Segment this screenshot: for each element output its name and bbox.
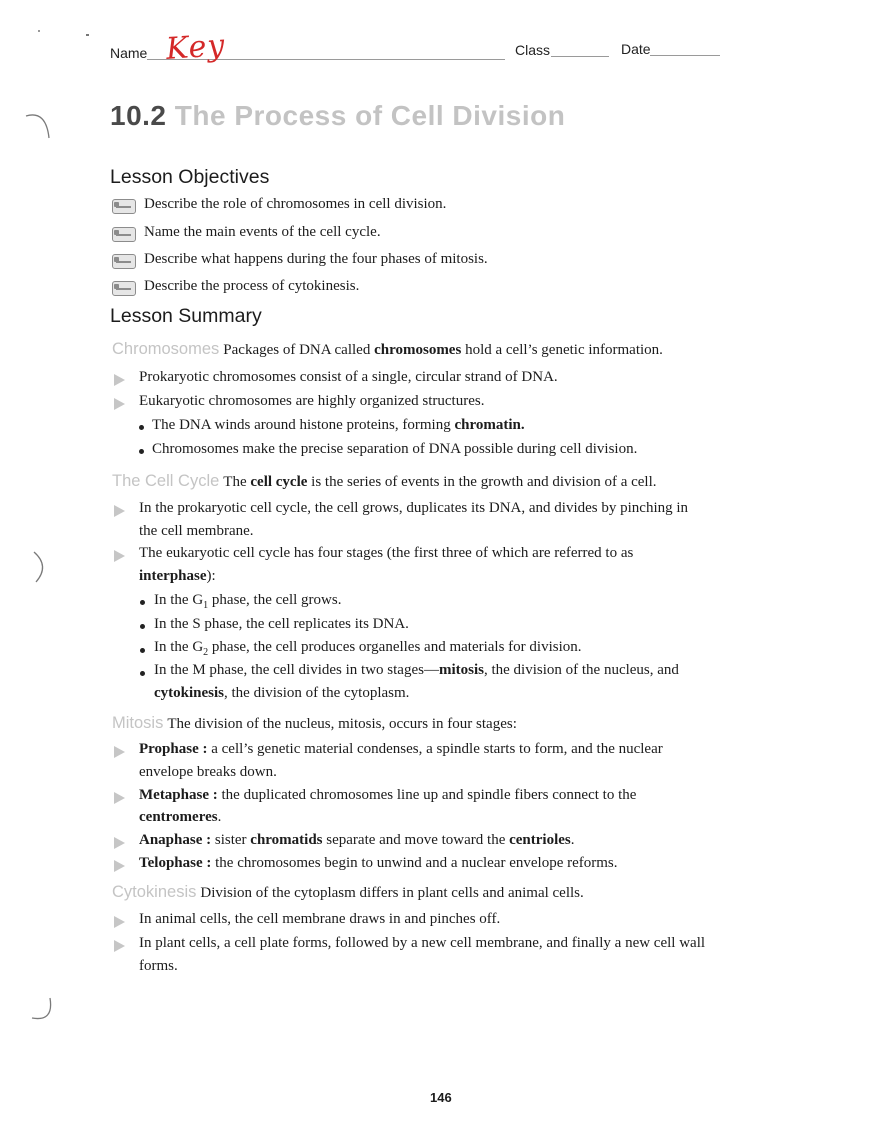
term: Metaphase : [139,787,218,803]
point [139,829,575,852]
objective-text: Describe the process of cytokinesis. [144,278,360,294]
term: centromeres [139,809,218,825]
arrow-bullet-icon [114,792,125,804]
date-line [650,55,720,56]
point-text: the duplicated chromosomes line up and spindle fibers connect to the [217,787,637,803]
term: Anaphase : [139,832,212,848]
summary-heading: Lesson Summary [110,305,262,327]
bullet-dot-icon [139,425,144,430]
section-label-chromosomes: Chromosomes [112,340,220,358]
class-line [551,56,609,57]
scan-speck [38,30,40,32]
arrow-bullet-icon [114,746,125,758]
mitosis-intro [112,712,517,736]
point-text: In the prokaryotic cell cycle, the cell grows, duplicates its DNA, and divides by pinching in [139,500,689,516]
arrow-bullet-icon [114,940,125,952]
sub-point [154,659,679,682]
bullet-dot-icon [140,648,145,653]
arrow-bullet-icon [114,505,125,517]
objective-text: Describe what happens during the four phases of mitosis. [144,251,488,267]
point-text: forms. [139,958,178,974]
chromosomes-intro [112,338,663,362]
term: chromosomes [374,342,462,358]
point [139,738,663,761]
intro-text: is the series of events in the growth and division of a cell. [307,474,657,490]
point-text: Eukaryotic chromosomes are highly organized structures. [139,393,485,409]
sub-point-text: In the S phase, the cell replicates its DNA. [154,616,409,632]
point [139,852,618,875]
section-label-cell-cycle: The Cell Cycle [112,472,220,490]
bullet-dot-icon [140,600,145,605]
sub-point-text: The DNA winds around histone proteins, forming [152,417,455,433]
point-text: separate and move toward the [322,832,510,848]
point-text: sister [211,832,251,848]
page-number: 146 [430,1090,452,1105]
arrow-bullet-icon [114,860,125,872]
key-objective-icon [112,227,136,242]
subscript: 1 [203,600,209,611]
sub-point-text: In the G [154,639,204,655]
scan-speck [86,34,89,36]
sub-point [152,414,525,437]
point-text: In animal cells, the cell membrane draws in and pinches off. [139,911,501,927]
objectives-heading: Lesson Objectives [110,166,270,188]
point-text: The eukaryotic cell cycle has four stages (the first three of which are referred to as [139,545,634,561]
title-text: The Process of Cell Division [174,100,566,131]
point-text: . [570,832,575,848]
binder-hole-mark-bottom [24,996,58,1030]
key-objective-icon [112,199,136,214]
subscript: 2 [203,647,209,658]
intro-text: Division of the cytoplasm differs in plant cells and animal cells. [200,885,584,901]
point-text: the chromosomes begin to unwind and a nuclear envelope reforms. [211,855,618,871]
sub-point-text: , the division of the cytoplasm. [224,685,410,701]
term: chromatin. [454,417,525,433]
point-text: the cell membrane. [139,523,254,539]
bullet-dot-icon [140,671,145,676]
title-number: 10.2 [110,100,167,131]
term: chromatids [250,832,323,848]
term: Prophase : [139,741,208,757]
point-text: a cell’s genetic material condenses, a spindle starts to form, and the nuclear [207,741,663,757]
term: centrioles [509,832,571,848]
term: Telophase : [139,855,212,871]
sub-point-text: phase, the cell grows. [208,592,342,608]
intro-text: The [223,474,251,490]
arrow-bullet-icon [114,837,125,849]
sub-point-text: phase, the cell produces organelles and materials for division. [208,639,582,655]
cytokinesis-intro [112,881,584,905]
sub-point [154,682,409,705]
point-text: Prokaryotic chromosomes consist of a single, circular strand of DNA. [139,369,558,385]
term: interphase [139,568,207,584]
arrow-bullet-icon [114,550,125,562]
objective-text: Name the main events of the cell cycle. [144,224,381,240]
intro-text: Packages of DNA called [223,342,375,358]
point-text: . [217,809,222,825]
page-title [110,100,565,132]
cell-cycle-intro [112,470,657,494]
intro-text: The division of the nucleus, mitosis, occurs in four stages: [167,716,517,732]
sub-point-text: In the M phase, the cell divides in two stages— [154,662,439,678]
name-handwritten-value: Key [164,27,227,68]
point [139,806,221,829]
section-label-mitosis: Mitosis [112,714,164,732]
point-text: envelope breaks down. [139,764,277,780]
class-label: Class [515,42,551,58]
binder-hole-mark-top [22,108,62,148]
key-objective-icon [112,281,136,296]
term: cell cycle [250,474,308,490]
term: mitosis [438,662,484,678]
point [139,784,636,807]
date-label: Date [621,41,651,57]
sub-point-text: , the division of the nucleus, and [483,662,679,678]
bullet-dot-icon [139,449,144,454]
name-label: Name [110,45,148,61]
arrow-bullet-icon [114,374,125,386]
binder-hole-mark-middle [26,548,56,588]
point-text: In plant cells, a cell plate forms, followed by a new cell membrane, and finally a new cell wall [139,935,706,951]
sub-point-text: In the G [154,592,204,608]
bullet-dot-icon [140,624,145,629]
objective-text: Describe the role of chromosomes in cell division. [144,196,447,212]
section-label-cytokinesis: Cytokinesis [112,883,197,901]
term: cytokinesis [154,685,225,701]
arrow-bullet-icon [114,916,125,928]
intro-text: hold a cell’s genetic information. [461,342,663,358]
arrow-bullet-icon [114,398,125,410]
sub-point-text: Chromosomes make the precise separation of DNA possible during cell division. [152,441,638,457]
key-objective-icon [112,254,136,269]
point-text: ): [206,568,216,584]
point-text [139,565,216,588]
